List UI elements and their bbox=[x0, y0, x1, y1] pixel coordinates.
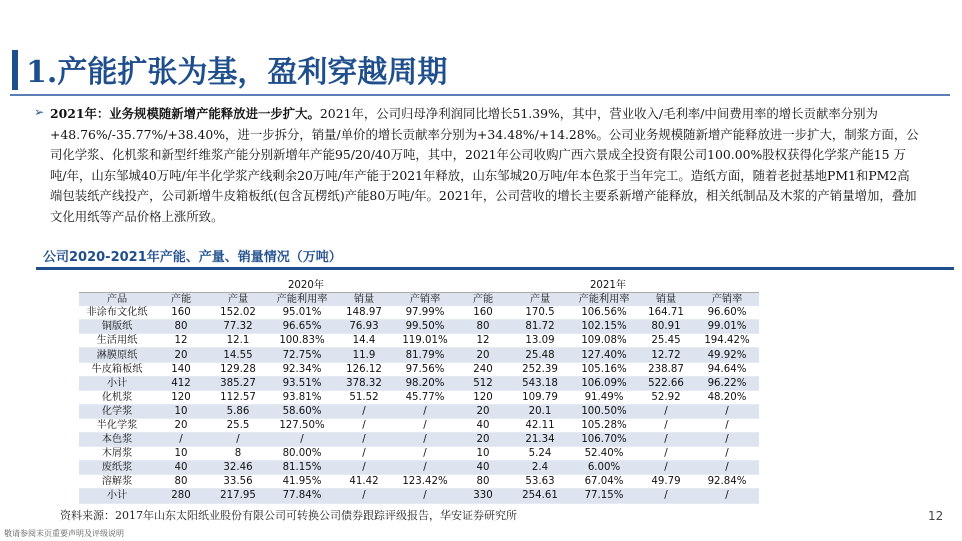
capacity-table-body bbox=[79, 279, 759, 503]
year-2020-header: 2020年 bbox=[155, 279, 457, 293]
table-row-label: 小计 bbox=[79, 376, 155, 390]
table-cell: 96.60% bbox=[695, 306, 759, 320]
table-cell: 80 bbox=[457, 320, 509, 334]
table-cell: 20 bbox=[457, 404, 509, 418]
table-row-label: 小计 bbox=[79, 489, 155, 503]
table-cell: 512 bbox=[457, 376, 509, 390]
title-accent-bar bbox=[12, 50, 18, 90]
table-title-divider bbox=[36, 267, 954, 270]
source-note: 资料来源：2017年山东太阳纸业股份有限公司可转换公司债券跟踪评级报告，华安证券研究所 bbox=[60, 509, 517, 522]
table-cell: 81.72 bbox=[509, 320, 571, 334]
table-cell: 152.02 bbox=[207, 306, 269, 320]
table-cell: 14.4 bbox=[335, 334, 393, 348]
table-cell: 53.63 bbox=[509, 475, 571, 489]
table-row bbox=[79, 390, 759, 404]
table-row-label: 牛皮箱板纸 bbox=[79, 362, 155, 376]
table-cell: 92.84% bbox=[695, 475, 759, 489]
table-cell: 120 bbox=[457, 390, 509, 404]
table-cell: / bbox=[155, 433, 207, 447]
table-cell: 25.48 bbox=[509, 348, 571, 362]
table-cell: 80 bbox=[155, 320, 207, 334]
table-cell: 25.45 bbox=[637, 334, 695, 348]
body-lead: 2021年：业务规模随新增产能释放进一步扩大。 bbox=[50, 106, 320, 121]
table-row-label: 木屑浆 bbox=[79, 447, 155, 461]
table-header-cell: 产量 bbox=[207, 293, 269, 307]
table-cell: / bbox=[695, 489, 759, 503]
table-cell: 217.95 bbox=[207, 489, 269, 503]
table-cell: 20.1 bbox=[509, 404, 571, 418]
year-2021-header: 2021年 bbox=[457, 279, 759, 293]
bullet-arrow-icon: ➢ bbox=[34, 105, 45, 119]
table-cell: 120 bbox=[155, 390, 207, 404]
table-row bbox=[79, 404, 759, 418]
table-cell: 91.49% bbox=[571, 390, 637, 404]
table-cell: 8 bbox=[207, 447, 269, 461]
table-cell: 40 bbox=[457, 461, 509, 475]
table-header-cell: 产能利用率 bbox=[571, 293, 637, 307]
table-row bbox=[79, 475, 759, 489]
table-cell: / bbox=[637, 404, 695, 418]
capacity-table-container bbox=[79, 279, 759, 504]
table-cell: 41.42 bbox=[335, 475, 393, 489]
table-cell: 32.46 bbox=[207, 461, 269, 475]
table-row bbox=[79, 461, 759, 475]
table-cell: 52.40% bbox=[571, 447, 637, 461]
table-cell: 99.50% bbox=[393, 320, 457, 334]
table-cell: / bbox=[393, 433, 457, 447]
table-cell: 126.12 bbox=[335, 362, 393, 376]
table-cell: / bbox=[695, 447, 759, 461]
table-row bbox=[79, 348, 759, 362]
table-cell: / bbox=[695, 461, 759, 475]
table-cell: 252.39 bbox=[509, 362, 571, 376]
table-row bbox=[79, 320, 759, 334]
table-cell: 378.32 bbox=[335, 376, 393, 390]
table-cell: 48.20% bbox=[695, 390, 759, 404]
table-header-row bbox=[79, 293, 759, 307]
table-cell: 20 bbox=[457, 433, 509, 447]
table-cell: 109.79 bbox=[509, 390, 571, 404]
table-cell: 522.66 bbox=[637, 376, 695, 390]
table-cell: 10 bbox=[457, 447, 509, 461]
table-cell: 170.5 bbox=[509, 306, 571, 320]
table-cell: 80 bbox=[457, 475, 509, 489]
table-cell: 49.92% bbox=[695, 348, 759, 362]
table-cell: / bbox=[335, 447, 393, 461]
table-cell: 127.40% bbox=[571, 348, 637, 362]
table-cell: 52.92 bbox=[637, 390, 695, 404]
table-cell: 10 bbox=[155, 447, 207, 461]
table-cell: 67.04% bbox=[571, 475, 637, 489]
table-cell: / bbox=[207, 433, 269, 447]
table-row bbox=[79, 376, 759, 390]
table-cell: 6.00% bbox=[571, 461, 637, 475]
table-row-label: 溶解浆 bbox=[79, 475, 155, 489]
table-header-cell: 产能 bbox=[457, 293, 509, 307]
page-title: 1.产能扩张为基，盈利穿越周期 bbox=[26, 55, 448, 90]
table-row bbox=[79, 433, 759, 447]
table-cell: 102.15% bbox=[571, 320, 637, 334]
table-cell: / bbox=[393, 489, 457, 503]
table-cell: / bbox=[637, 461, 695, 475]
table-cell: 112.57 bbox=[207, 390, 269, 404]
page-number: 12 bbox=[928, 509, 944, 523]
table-header-cell: 产销率 bbox=[695, 293, 759, 307]
table-cell: 96.65% bbox=[269, 320, 335, 334]
table-cell: 98.20% bbox=[393, 376, 457, 390]
table-header-cell: 产能利用率 bbox=[269, 293, 335, 307]
table-cell: 385.27 bbox=[207, 376, 269, 390]
table-cell: 95.01% bbox=[269, 306, 335, 320]
table-cell: / bbox=[393, 418, 457, 432]
table-cell: 20 bbox=[457, 348, 509, 362]
table-cell: 5.24 bbox=[509, 447, 571, 461]
table-cell: / bbox=[695, 433, 759, 447]
table-cell: 13.09 bbox=[509, 334, 571, 348]
body-paragraph bbox=[50, 104, 920, 227]
table-cell: 94.64% bbox=[695, 362, 759, 376]
table-cell: 80 bbox=[155, 475, 207, 489]
table-cell: 49.79 bbox=[637, 475, 695, 489]
table-cell: 51.52 bbox=[335, 390, 393, 404]
table-cell: 93.81% bbox=[269, 390, 335, 404]
table-cell: 10 bbox=[155, 404, 207, 418]
table-cell: / bbox=[335, 433, 393, 447]
table-header-cell: 产能 bbox=[155, 293, 207, 307]
table-cell: 42.11 bbox=[509, 418, 571, 432]
table-row bbox=[79, 306, 759, 320]
table-cell: 21.34 bbox=[509, 433, 571, 447]
table-row bbox=[79, 418, 759, 432]
capacity-table bbox=[79, 279, 759, 504]
table-cell: 2.4 bbox=[509, 461, 571, 475]
table-row bbox=[79, 489, 759, 503]
disclaimer-footer: 敬请参阅末页重要声明及评级说明 bbox=[4, 529, 124, 538]
table-cell: 25.5 bbox=[207, 418, 269, 432]
table-cell: / bbox=[335, 461, 393, 475]
table-cell: / bbox=[269, 433, 335, 447]
table-row-label: 本色浆 bbox=[79, 433, 155, 447]
table-cell: 105.16% bbox=[571, 362, 637, 376]
table-cell: 254.61 bbox=[509, 489, 571, 503]
table-cell: 119.01% bbox=[393, 334, 457, 348]
table-cell: 240 bbox=[457, 362, 509, 376]
table-cell: 106.09% bbox=[571, 376, 637, 390]
table-cell: 140 bbox=[155, 362, 207, 376]
table-cell: 45.77% bbox=[393, 390, 457, 404]
table-row-label: 化学浆 bbox=[79, 404, 155, 418]
table-cell: 58.60% bbox=[269, 404, 335, 418]
table-cell: 77.32 bbox=[207, 320, 269, 334]
table-cell: / bbox=[335, 404, 393, 418]
table-cell: 11.9 bbox=[335, 348, 393, 362]
table-cell: 100.50% bbox=[571, 404, 637, 418]
table-cell: 40 bbox=[155, 461, 207, 475]
table-cell: 99.01% bbox=[695, 320, 759, 334]
table-cell: 12 bbox=[155, 334, 207, 348]
table-cell: 12 bbox=[457, 334, 509, 348]
table-cell: 105.28% bbox=[571, 418, 637, 432]
table-cell: 543.18 bbox=[509, 376, 571, 390]
table-cell: 12.72 bbox=[637, 348, 695, 362]
table-cell: 164.71 bbox=[637, 306, 695, 320]
title-divider bbox=[10, 94, 950, 96]
table-title: 公司2020-2021年产能、产量、销量情况（万吨） bbox=[43, 250, 342, 265]
table-cell: 40 bbox=[457, 418, 509, 432]
table-cell: 160 bbox=[155, 306, 207, 320]
table-row bbox=[79, 447, 759, 461]
table-cell: 160 bbox=[457, 306, 509, 320]
table-row-label: 淋膜原纸 bbox=[79, 348, 155, 362]
table-row-label: 生活用纸 bbox=[79, 334, 155, 348]
table-cell: 5.86 bbox=[207, 404, 269, 418]
table-cell: 97.56% bbox=[393, 362, 457, 376]
table-cell: / bbox=[393, 461, 457, 475]
table-row-label: 废纸浆 bbox=[79, 461, 155, 475]
table-cell: 81.79% bbox=[393, 348, 457, 362]
table-header-cell: 销量 bbox=[335, 293, 393, 307]
table-cell: 238.87 bbox=[637, 362, 695, 376]
table-cell: / bbox=[393, 404, 457, 418]
table-header-cell: 销量 bbox=[637, 293, 695, 307]
table-header-cell: 产销率 bbox=[393, 293, 457, 307]
table-cell: 127.50% bbox=[269, 418, 335, 432]
table-row bbox=[79, 334, 759, 348]
table-row-label: 半化学浆 bbox=[79, 418, 155, 432]
table-cell: 14.55 bbox=[207, 348, 269, 362]
table-cell: 81.15% bbox=[269, 461, 335, 475]
table-cell: 106.70% bbox=[571, 433, 637, 447]
table-cell: 77.84% bbox=[269, 489, 335, 503]
table-cell: 20 bbox=[155, 418, 207, 432]
table-cell: / bbox=[695, 418, 759, 432]
table-cell: 96.22% bbox=[695, 376, 759, 390]
table-cell: 412 bbox=[155, 376, 207, 390]
table-cell: 106.56% bbox=[571, 306, 637, 320]
table-cell: 80.91 bbox=[637, 320, 695, 334]
table-cell: 72.75% bbox=[269, 348, 335, 362]
table-cell: / bbox=[393, 447, 457, 461]
table-cell: 12.1 bbox=[207, 334, 269, 348]
table-cell: / bbox=[637, 433, 695, 447]
table-row-label: 铜版纸 bbox=[79, 320, 155, 334]
table-header-cell: 产品 bbox=[79, 293, 155, 307]
table-cell: 100.83% bbox=[269, 334, 335, 348]
table-cell: 77.15% bbox=[571, 489, 637, 503]
body-text: 2021年，公司归母净利润同比增长51.39%，其中，营业收入/毛利率/中间费用率的增长贡献率分别为+48.76%/-35.77%/+38.40%，进一步拆分，销量/单价的增长贡献率分别为+34.48%/+14.28%。公司业务规模随新增产能释放进一步扩大，制浆方面，公司化学浆、化机浆和新型纤维浆产能分别新增年产能95/20/40万吨，其中，2021年公司收购广西六景成全投资有限公司100.00%股权获得化学浆产能15 万吨/年，山东邹城40万吨/年半化学浆产线剩余20万吨/年产能于2021年释放，山东邹城20万吨/年本色浆于当年完工。造纸方面，随着老挝基地PM1和PM2高端包装纸产线投产，公司新增牛皮箱板纸(包含瓦楞纸)产能80万吨/年。2021年，公司营收的增长主要系新增产能释放，相关纸制品及木浆的产销量增加，叠加文化用纸等产品价格上涨所致。 bbox=[50, 106, 919, 224]
table-cell: 109.08% bbox=[571, 334, 637, 348]
table-cell: / bbox=[637, 418, 695, 432]
table-cell: / bbox=[335, 489, 393, 503]
table-cell: 280 bbox=[155, 489, 207, 503]
table-cell: / bbox=[637, 489, 695, 503]
table-cell: / bbox=[637, 447, 695, 461]
table-cell: 330 bbox=[457, 489, 509, 503]
table-cell: 76.93 bbox=[335, 320, 393, 334]
table-header-cell: 产量 bbox=[509, 293, 571, 307]
table-cell: 148.97 bbox=[335, 306, 393, 320]
table-cell: / bbox=[695, 404, 759, 418]
table-cell: 97.99% bbox=[393, 306, 457, 320]
table-cell: 93.51% bbox=[269, 376, 335, 390]
table-cell: 41.95% bbox=[269, 475, 335, 489]
table-cell: 92.34% bbox=[269, 362, 335, 376]
table-cell: 33.56 bbox=[207, 475, 269, 489]
table-cell: 80.00% bbox=[269, 447, 335, 461]
table-cell: 194.42% bbox=[695, 334, 759, 348]
table-row-label: 非涂布文化纸 bbox=[79, 306, 155, 320]
table-cell: 20 bbox=[155, 348, 207, 362]
table-cell: 123.42% bbox=[393, 475, 457, 489]
table-row-label: 化机浆 bbox=[79, 390, 155, 404]
table-year-row bbox=[79, 279, 759, 293]
table-row bbox=[79, 362, 759, 376]
year-row-blank bbox=[79, 279, 155, 293]
table-cell: 129.28 bbox=[207, 362, 269, 376]
table-cell: / bbox=[335, 418, 393, 432]
